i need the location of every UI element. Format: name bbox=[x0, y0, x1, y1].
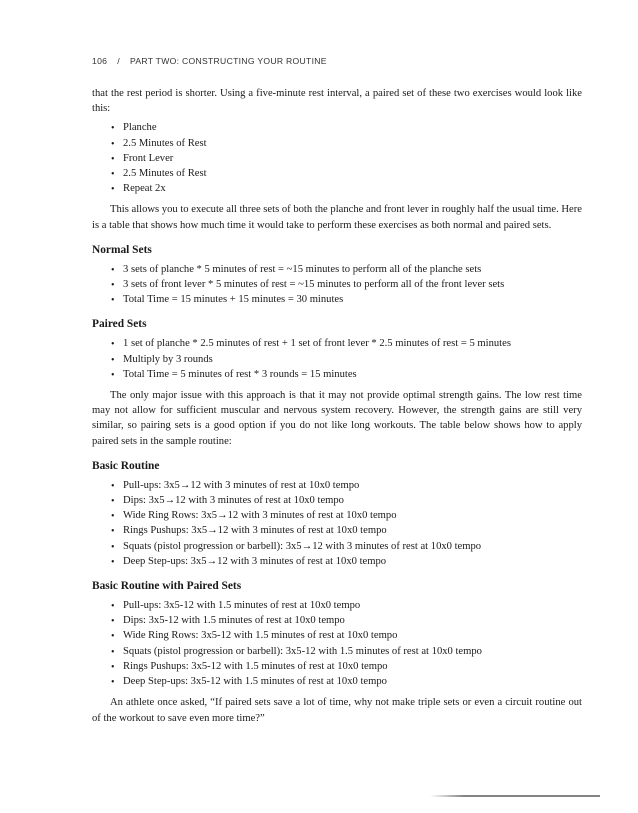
list-item: • Pull-ups: 3x5-12 with 1.5 minutes of rest at 10x0 tempo bbox=[111, 598, 582, 613]
book-page bbox=[92, 0, 582, 813]
list-item: • Repeat 2x bbox=[111, 181, 582, 196]
list-item: • Rings Pushups: 3x5-12 with 1.5 minutes of rest at 10x0 tempo bbox=[111, 659, 582, 674]
intro-paragraph: that the rest period is shorter. Using a five-minute rest interval, a paired set of these two exercises would look like this: bbox=[92, 88, 582, 115]
part-title: PART TWO: CONSTRUCTING YOUR ROUTINE bbox=[129, 56, 327, 66]
section-heading-basic-routine: Basic Routine bbox=[92, 459, 160, 472]
list-item: • Wide Ring Rows: 3x5-12 with 1.5 minutes of rest at 10x0 tempo bbox=[111, 628, 582, 643]
section-heading-basic-routine-paired: Basic Routine with Paired Sets bbox=[92, 580, 242, 593]
list-item: • Squats (pistol progression or barbell): 3x5-12 with 1.5 minutes of rest at 10x0 tempo bbox=[111, 644, 582, 659]
list-item: • Dips: 3x5-12 with 1.5 minutes of rest at 10x0 tempo bbox=[111, 613, 582, 628]
list-item: • Pull-ups: 3x5→12 with 3 minutes of rest at 10x0 tempo bbox=[111, 478, 582, 493]
paired-set-sequence-list bbox=[92, 120, 582, 196]
header-separator: / bbox=[117, 56, 120, 66]
list-item: • Squats (pistol progression or barbell): 3x5→12 with 3 minutes of rest at 10x0 tempo bbox=[111, 539, 582, 554]
normal-sets-list bbox=[92, 262, 582, 308]
body-paragraph: An athlete once asked, “If paired sets save a lot of time, why not make triple sets or even a circuit routine out of the workout to save even more time?” bbox=[92, 697, 582, 724]
list-item: • Dips: 3x5→12 with 3 minutes of rest at 10x0 tempo bbox=[111, 493, 582, 508]
page-body bbox=[92, 86, 582, 726]
running-head bbox=[92, 56, 327, 66]
list-item: • 2.5 Minutes of Rest bbox=[111, 166, 582, 181]
list-item: • Deep Step-ups: 3x5-12 with 1.5 minutes of rest at 10x0 tempo bbox=[111, 674, 582, 689]
section-heading-normal-sets: Normal Sets bbox=[92, 243, 152, 256]
paired-sets-list bbox=[92, 336, 582, 382]
list-item: • Total Time = 5 minutes of rest * 3 rounds = 15 minutes bbox=[111, 367, 582, 382]
list-item: • 1 set of planche * 2.5 minutes of rest + 1 set of front lever * 2.5 minutes of rest = 5 minutes bbox=[111, 336, 582, 351]
list-item: • Total Time = 15 minutes + 15 minutes = 30 minutes bbox=[111, 292, 582, 307]
page-number: 106 bbox=[92, 56, 108, 66]
list-item: • Wide Ring Rows: 3x5→12 with 3 minutes of rest at 10x0 tempo bbox=[111, 508, 582, 523]
body-paragraph: This allows you to execute all three sets of both the planche and front lever in roughly half the usual time. Here is a table that shows how much time it would take to perform these exercises as both normal and paired sets. bbox=[92, 204, 582, 231]
list-item: • Multiply by 3 rounds bbox=[111, 352, 582, 367]
list-item: • Planche bbox=[111, 120, 582, 135]
list-item: • 3 sets of front lever * 5 minutes of rest = ~15 minutes to perform all of the front lever sets bbox=[111, 277, 582, 292]
body-paragraph: The only major issue with this approach is that it may not provide optimal strength gains. The low rest time may not allow for sufficient muscular and nervous system recovery. However, the strength gains are still very similar, so pairing sets is a good option if you do not like long workouts. The table below shows how to apply paired sets in the sample routine: bbox=[92, 390, 582, 447]
basic-routine-list bbox=[92, 478, 582, 569]
section-heading-paired-sets: Paired Sets bbox=[92, 318, 147, 331]
list-item: • Front Lever bbox=[111, 151, 582, 166]
list-item: • 3 sets of planche * 5 minutes of rest = ~15 minutes to perform all of the planche sets bbox=[111, 262, 582, 277]
list-item: • 2.5 Minutes of Rest bbox=[111, 136, 582, 151]
footer-rule bbox=[430, 795, 600, 797]
list-item: • Deep Step-ups: 3x5→12 with 3 minutes of rest at 10x0 tempo bbox=[111, 554, 582, 569]
list-item: • Rings Pushups: 3x5→12 with 3 minutes of rest at 10x0 tempo bbox=[111, 523, 582, 538]
basic-routine-paired-list bbox=[92, 598, 582, 689]
